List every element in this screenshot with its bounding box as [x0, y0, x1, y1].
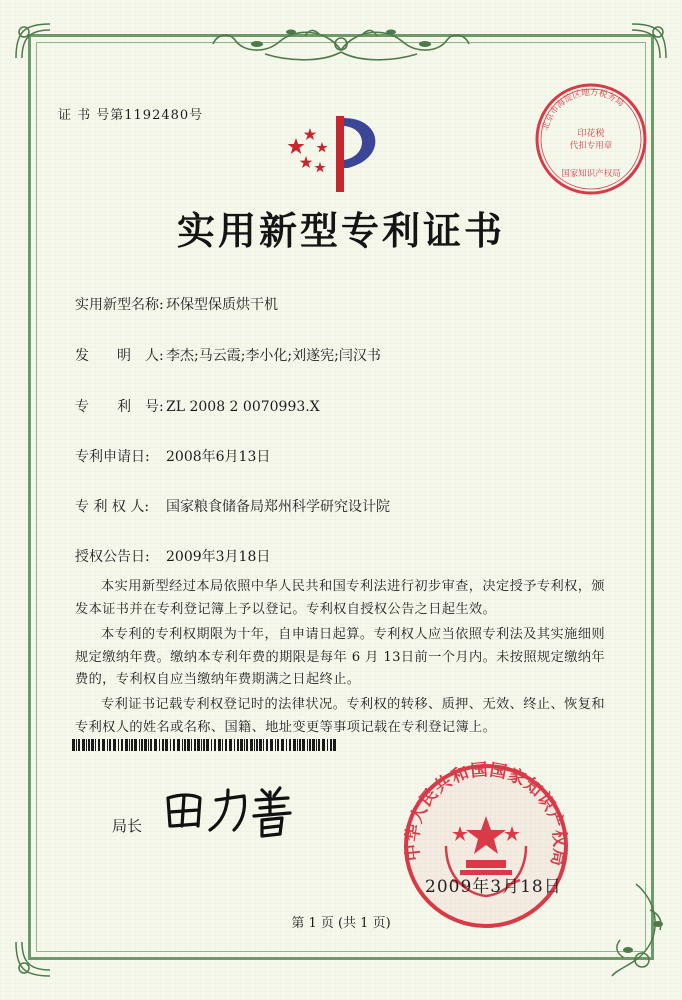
barcode-bar [182, 739, 183, 751]
barcode-bar [277, 739, 279, 751]
barcode-bar [148, 739, 149, 751]
field-label: 授权公告日: [75, 549, 150, 565]
barcode-bar [250, 739, 253, 751]
field-inventors [75, 345, 381, 365]
barcode-bar [327, 739, 328, 751]
barcode-bar [254, 739, 255, 751]
barcode-bar [237, 739, 239, 751]
barcode-bar [307, 739, 308, 751]
field-value: 环保型保质烘干机 [166, 297, 278, 313]
field-value: 2009年3月18日 [166, 549, 271, 565]
barcode-bar [131, 739, 133, 751]
director-title: 局长 [112, 817, 143, 835]
barcode-bar [95, 739, 96, 751]
corner-ornament-icon [626, 18, 672, 64]
barcode-bar [134, 739, 137, 751]
field-patent-number [75, 396, 320, 416]
barcode-bar [141, 739, 143, 751]
barcode-bar [129, 739, 130, 751]
barcode-bar [211, 739, 212, 751]
barcode-bar [191, 739, 192, 751]
barcode-bar [125, 739, 128, 751]
director-signature [158, 780, 308, 840]
barcode-bar [150, 739, 152, 751]
barcode-bar [144, 739, 147, 751]
barcode-bar [302, 739, 305, 751]
field-grant-date [75, 546, 270, 566]
barcode-bar [201, 739, 202, 751]
barcode-bar [318, 739, 320, 751]
barcode-bar [72, 739, 75, 751]
stamp-line: 印花税 [577, 129, 605, 139]
barcode-bar [197, 739, 200, 751]
national-seal [400, 760, 572, 932]
field-label: 专利申请日: [75, 449, 150, 465]
barcode-bar [121, 739, 123, 751]
page-number: 第 1 页 (共 1 页) [291, 916, 391, 931]
barcode-bar [312, 739, 315, 751]
barcode-bar [98, 739, 100, 751]
barcode-bar [102, 739, 105, 751]
barcode-bar [222, 739, 223, 751]
barcode-bar [263, 739, 264, 751]
field-label: 发 明 人: [75, 348, 164, 364]
barcode-bar [225, 739, 227, 751]
barcode-bar [322, 739, 325, 751]
barcode-bar [333, 739, 336, 751]
barcode-bar [82, 739, 85, 751]
barcode-bar [159, 739, 160, 751]
barcode-bar [162, 739, 164, 751]
issue-date: 2009年3月18日 [425, 877, 562, 897]
barcode-bar [309, 739, 311, 751]
barcode-bar [91, 739, 94, 751]
field-value: ZL 2008 2 0070993.X [166, 399, 320, 415]
field-value: 国家粮食储备局郑州科学研究设计院 [166, 499, 390, 515]
barcode-bar [187, 739, 190, 751]
field-utility-model-name [75, 294, 278, 314]
barcode-bar [281, 739, 284, 751]
barcode-bar [173, 739, 175, 751]
seal-text: 中华人民共和国国家知识产权局 [402, 760, 570, 869]
barcode-bar [118, 739, 119, 751]
barcode-bar [246, 739, 248, 751]
barcode-bar [109, 739, 111, 751]
barcode-bar [113, 739, 116, 751]
barcode-bar [293, 739, 296, 751]
barcode-bar [286, 739, 287, 751]
barcode-bar [234, 739, 235, 751]
barcode-bar [256, 739, 258, 751]
barcode-bar [299, 739, 301, 751]
barcode-bar [240, 739, 243, 751]
barcode-bar [266, 739, 268, 751]
barcode-bar [316, 739, 317, 751]
barcode-bar [154, 739, 157, 751]
barcode-bar [244, 739, 245, 751]
barcode-bar [194, 739, 196, 751]
barcode-bar [139, 739, 140, 751]
barcode-bar [229, 739, 232, 751]
barcode [72, 739, 340, 751]
stamp-ring-text: 北京市海淀区地方税务局 [540, 87, 626, 132]
tax-stamp [532, 80, 650, 198]
patent-office-logo-icon [286, 112, 390, 196]
field-label: 专 利 号: [75, 399, 164, 415]
stamp-line: 代扣专用章 [569, 141, 613, 151]
certificate-number: 证 书 号第1192480号 [58, 108, 204, 123]
barcode-bar [289, 739, 291, 751]
barcode-bar [107, 739, 108, 751]
barcode-bar [86, 739, 87, 751]
body-paragraph: 专利证书记载专利权登记时的法律状况。专利权的转移、质押、无效、终止、恢复和专利权人的姓名或名称、国籍、地址变更等事项记载在专利登记簿上。 [75, 697, 605, 735]
body-paragraph: 本实用新型经过本局依照中华人民共和国专利法进行初步审查，决定授予专利权，颁发本证书并在专利登记簿上予以登记。专利权自授权公告之日起生效。 [75, 579, 605, 617]
barcode-bar [270, 739, 273, 751]
body-paragraph: 本专利的专利权期限为十年，自申请日起算。专利权人应当依照专利法及其实施细则规定缴纳年费。缴纳本专利年费的期限是每年 6 月 13日前一个月内。未按照规定缴纳年费的，专利权自应当缴纳年费期满之日起终止。 [75, 627, 605, 687]
field-label: 实用新型名称: [75, 297, 164, 313]
barcode-bar [206, 739, 209, 751]
barcode-bar [218, 739, 221, 751]
field-patentee [75, 496, 390, 516]
field-label: 专 利 权 人: [75, 499, 150, 515]
barcode-bar [177, 739, 180, 751]
barcode-bar [88, 739, 90, 751]
barcode-bar [203, 739, 205, 751]
corner-ornament-icon [10, 18, 56, 64]
barcode-bar [76, 739, 77, 751]
svg-text:北京市海淀区地方税务局 [540, 87, 625, 132]
barcode-bar [165, 739, 168, 751]
barcode-bar [297, 739, 298, 751]
stamp-line: 国家知识产权局 [561, 169, 621, 179]
barcode-bar [275, 739, 276, 751]
barcode-bar [170, 739, 171, 751]
field-value: 李杰;马云霞;李小化;刘遂宪;闫汉书 [166, 348, 381, 364]
barcode-bar [184, 739, 186, 751]
corner-ornament-icon [10, 936, 56, 982]
top-ornament-icon [195, 22, 487, 66]
field-value: 2008年6月13日 [166, 449, 271, 465]
document-title: 实用新型专利证书 [176, 208, 505, 253]
barcode-bar [214, 739, 216, 751]
barcode-bar [330, 739, 332, 751]
barcode-bar [259, 739, 262, 751]
barcode-bar [78, 739, 80, 751]
field-application-date [75, 446, 270, 466]
